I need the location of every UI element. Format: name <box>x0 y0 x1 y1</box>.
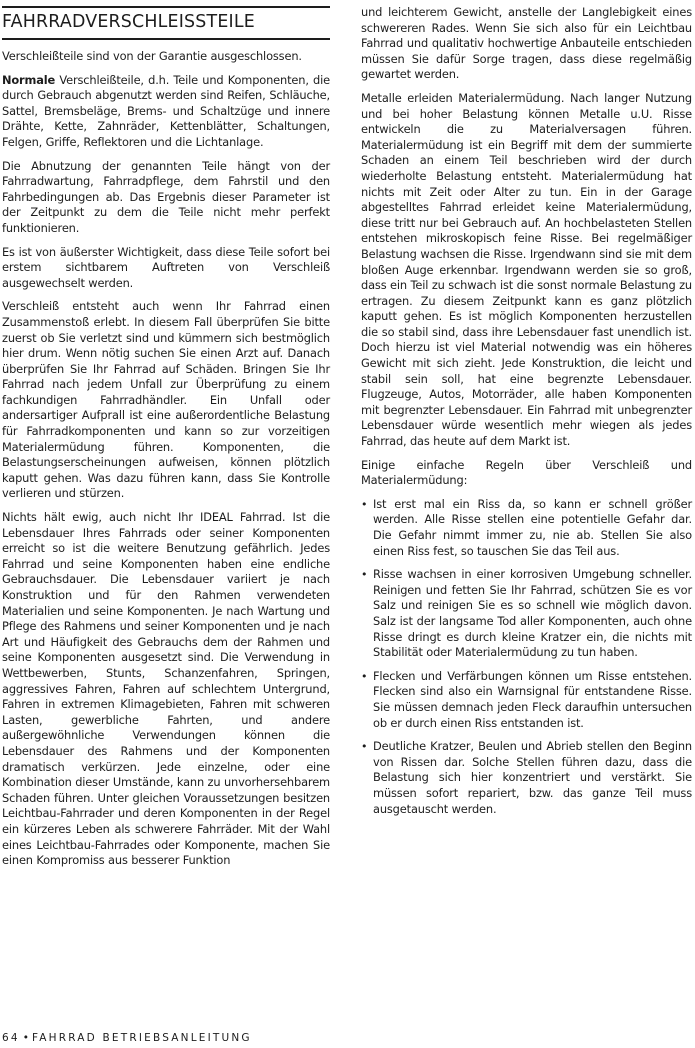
paragraph-lightweight-maintenance: und leichterem Gewicht, anstelle der Langlebigkeit eines schwereren Rades. Wenn Sie sich also für ein Leichtbau Fahrrad und qualitativ hochwertige Anbauteile entschieden müssen Sie dafür Sorge tragen, dass diese regelmäßig gewartet werden. <box>361 5 692 82</box>
list-item <box>361 669 692 731</box>
right-column <box>361 5 692 825</box>
bullet-icon: • <box>361 497 368 511</box>
list-item <box>361 567 692 661</box>
rules-list <box>361 497 692 817</box>
bullet-icon: • <box>361 568 368 582</box>
paragraph-wear-factors: Die Abnutzung der genannten Teile hängt von der Fahrradwartung, Fahrradpflege, dem Fahrstil und den Fahrbedingungen ab. Das Ergebnis dieser Parameter ist der Zeitpunkt zu dem die Teile nicht mehr perfekt funktionieren. <box>2 158 330 235</box>
paragraph-lifespan: Nichts hält ewig, auch nicht Ihr IDEAL Fahrrad. Ist die Lebensdauer Ihres Fahrrads oder seiner Komponenten erreicht so ist die weitere Benutzung gefährlich. Jedes Fahrrad und seine Komponenten haben eine endliche Gebrauchsdauer. Die Lebensdauer variiert je nach Konstruktion und für den Rahmen verwendeten Materialien und seine Komponenten. Je nach Wartung und Pflege des Rahmens und seiner Komponenten und je nach Art und Häufigkeit des Gebrauchs dem der Rahmen und seine Komponenten ausgesetzt sind. Die Verwendung in Wettbewerben, Stunts, Schanzenfahren, Springen, aggressives Fahren, Fahren auf schlechtem Untergrund, Fahren in extremen Klimagebieten, Fahren mit schweren Lasten, gewerbliche Fahrten, und andere außergewöhnliche Verwendungen können die Lebensdauer des Rahmens und der Komponenten dramatisch verkürzen. Jede einzelne, oder eine Kombination dieser Umstände, kann zu unvorhersehbarem Schaden führen. Unter gleichen Voraussetzungen besitzen Leichtbau-Fahrrader und deren Komponenten in der Regel ein kürzeres Leben als schwerere Fahrräder. Mit der Wahl eines Leichtbau-Fahrrades oder Komponente, machen Sie einen Kompromiss aus besserer Funktion <box>2 510 330 868</box>
list-item <box>361 497 692 559</box>
section-title: FAHRRADVERSCHLEISSTEILE <box>2 6 330 40</box>
paragraph-rules-intro: Einige einfache Regeln über Verschleiß und Materialermüdung: <box>361 457 692 488</box>
list-item-text: Risse wachsen in einer korrosiven Umgebung schneller. Reinigen und fetten Sie Ihr Fahrrad, schützen Sie es vor Salz und reinigen Sie es so schnell wie möglich davon. Salz ist der langsame Tod aller Komponenten, auch ohne Risse dringt es durch kleine Kratzer ein, die nichts mit Stabilität oder Materialermüdung zu tun haben. <box>373 567 692 660</box>
paragraph-accident-wear: Verschleiß entsteht auch wenn Ihr Fahrrad einen Zusammenstoß erlebt. In diesem Fall überprüfen Sie bitte zuerst ob Sie verletzt sind und kümmern sich bestmöglich hier drum. Wenn nötig suchen Sie einen Arzt auf. Danach überprüfen Sie Ihr Fahrrad auf Schäden. Bringen Sie Ihr Fahrrad nach jedem Unfall zur Überprüfung zu einem fachkundigen Fahrradhändler. Ein Unfall oder andersartiger Aufprall ist eine außerordentliche Belastung für Fahrradkomponenten und kann so zur vorzeitigen Materialermüdung führen. Komponenten, die Belastungserscheinungen aufweisen, können plötzlich kaputt gehen. Was dazu führen kann, dass Sie Kontrolle verlieren und stürzen. <box>2 299 330 501</box>
bullet-icon: • <box>361 669 368 683</box>
paragraph-replace-immediately: Es ist von äußerster Wichtigkeit, dass diese Teile sofort bei erstem sichtbarem Auftreten von Verschleiß ausgewechselt werden. <box>2 244 330 290</box>
footer-title: FAHRRAD BETRIEBSANLEITUNG <box>31 1032 252 1044</box>
paragraph-text: Verschleißteile, d.h. Teile und Komponenten, die durch Gebrauch abgenutzt werden sind Reifen, Schläuche, Sattel, Bremsbeläge, Brems- und Schaltzüge und innere Drähte, Kette, Zahnräder, Kettenblätter, Schaltungen, Felgen, Griffe, Reflektoren und die Lichtanlage. <box>2 72 330 149</box>
paragraph-metal-fatigue: Metalle erleiden Materialermüdung. Nach langer Nutzung und bei hoher Belastung können Metalle u.U. Risse entwickeln die zu Materialversagen führen. Materialermüdung ist ein Begriff mit dem der summierte Schaden an einem Teil beschrieben wird der durch wiederholte Belastung entsteht. Materialermüdung hat nichts mit Zeit oder Alter zu tun. Ein in der Garage abgestelltes Fahrrad erleidet keine Materialermüdung, diese tritt nur bei Gebrauch auf. An hochbelasteten Stellen entstehen mikroskopisch feine Risse. Bei regelmäßiger Belastung wachsen die Risse. Irgendwann sind sie mit dem bloßen Auge erkennbar. Irgendwann werden sie so groß, dass ein Teil zu schwach ist die sonst normale Belastung zu ertragen. Zu diesem Zeitpunkt kann es ganz plötzlich kaputt gehen. Es ist möglich Komponenten herzustellen die so stabil sind, dass ihre Lebensdauer fast unendlich ist. Doch hierzu ist viel Material notwendig was ein höheres Gewicht mit sich zieht. Jede Konstruktion, die leicht und stabil sein soll, hat eine begrenzte Lebensdauer. Flugzeuge, Autos, Motorräder, alle haben Komponenten mit begrenzter Lebensdauer. Ein Fahrrad mit unbegrenzter Lebensdauer würde wesentlich mehr wiegen als jedes Fahrrad, das heute auf dem Markt ist. <box>361 90 692 449</box>
list-item-text: Ist erst mal ein Riss da, so kann er schnell größer werden. Alle Risse stellen eine potentielle Gefahr dar. Die Gefahr nimmt immer zu, nie ab. Stellen Sie also einen Riss fest, so tauschen Sie das Teil aus. <box>373 496 692 558</box>
bullet-icon: • <box>361 740 368 754</box>
list-item <box>361 739 692 817</box>
bold-term: Normale <box>2 72 56 87</box>
page-footer <box>2 1032 252 1044</box>
footer-separator: • <box>22 1032 29 1044</box>
paragraph-normal-wear-parts <box>2 73 330 151</box>
page-number: 64 <box>2 1032 20 1044</box>
left-column <box>2 6 330 877</box>
list-item-text: Deutliche Kratzer, Beulen und Abrieb stellen den Beginn von Rissen dar. Solche Stellen führen dazu, dass die Belastung sich hier konzentriert und verstärkt. Sie müssen sofort repariert, bzw. das ganze Teil muss ausgetauscht werden. <box>373 739 692 816</box>
list-item-text: Flecken und Verfärbungen können um Risse entstehen. Flecken sind also ein Warnsignal für entstandene Risse. Sie müssen demnach jeden Fleck daraufhin untersuchen ob er durch einen Riss entstanden ist. <box>373 668 692 730</box>
paragraph-warranty-exclusion: Verschleißteile sind von der Garantie ausgeschlossen. <box>2 49 302 63</box>
